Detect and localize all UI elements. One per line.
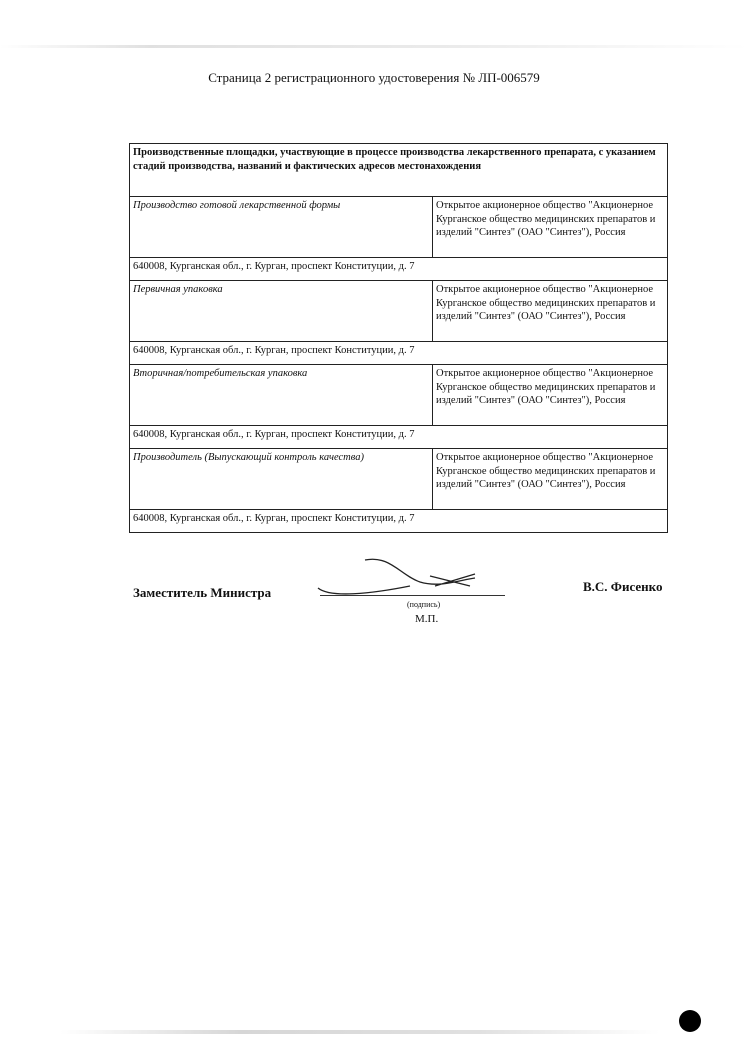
table-header: Производственные площадки, участвующие в процессе производства лекарственного препарата, с указанием стадий производства, названий и фактических адресов местонахождения [130, 144, 668, 197]
address-cell: 640008, Курганская обл., г. Курган, проспект Конституции, д. 7 [130, 426, 668, 449]
stage-cell: Производство готовой лекарственной формы [130, 197, 433, 258]
stage-cell: Вторичная/потребительская упаковка [130, 365, 433, 426]
stage-cell: Первичная упаковка [130, 281, 433, 342]
company-cell: Открытое акционерное общество "Акционерное Курганское общество медицинских препаратов и изделий "Синтез" (ОАО "Синтез"), Россия [433, 365, 668, 426]
table-row [130, 365, 668, 426]
production-sites-table [129, 143, 668, 533]
scan-artifact [0, 45, 748, 48]
company-cell: Открытое акционерное общество "Акционерное Курганское общество медицинских препаратов и изделий "Синтез" (ОАО "Синтез"), Россия [433, 449, 668, 510]
company-cell: Открытое акционерное общество "Акционерное Курганское общество медицинских препаратов и изделий "Синтез" (ОАО "Синтез"), Россия [433, 197, 668, 258]
scan-artifact [60, 1030, 660, 1034]
table-row [130, 281, 668, 342]
page-title: Страница 2 регистрационного удостоверения № ЛП-006579 [208, 70, 540, 85]
address-cell: 640008, Курганская обл., г. Курган, проспект Конституции, д. 7 [130, 258, 668, 281]
scan-dot [679, 1010, 701, 1032]
signer-name: В.С. Фисенко [583, 579, 663, 594]
signer-position: Заместитель Министра [133, 585, 272, 600]
handwritten-signature [310, 550, 490, 600]
signature-line [320, 595, 505, 596]
stage-cell: Производитель (Выпускающий контроль качества) [130, 449, 433, 510]
table-row [130, 197, 668, 258]
company-cell: Открытое акционерное общество "Акционерное Курганское общество медицинских препаратов и изделий "Синтез" (ОАО "Синтез"), Россия [433, 281, 668, 342]
signature-caption: (подпись) [407, 600, 441, 609]
seal-placeholder: М.П. [415, 613, 439, 625]
table-row [130, 449, 668, 510]
address-cell: 640008, Курганская обл., г. Курган, проспект Конституции, д. 7 [130, 510, 668, 533]
address-cell: 640008, Курганская обл., г. Курган, проспект Конституции, д. 7 [130, 342, 668, 365]
